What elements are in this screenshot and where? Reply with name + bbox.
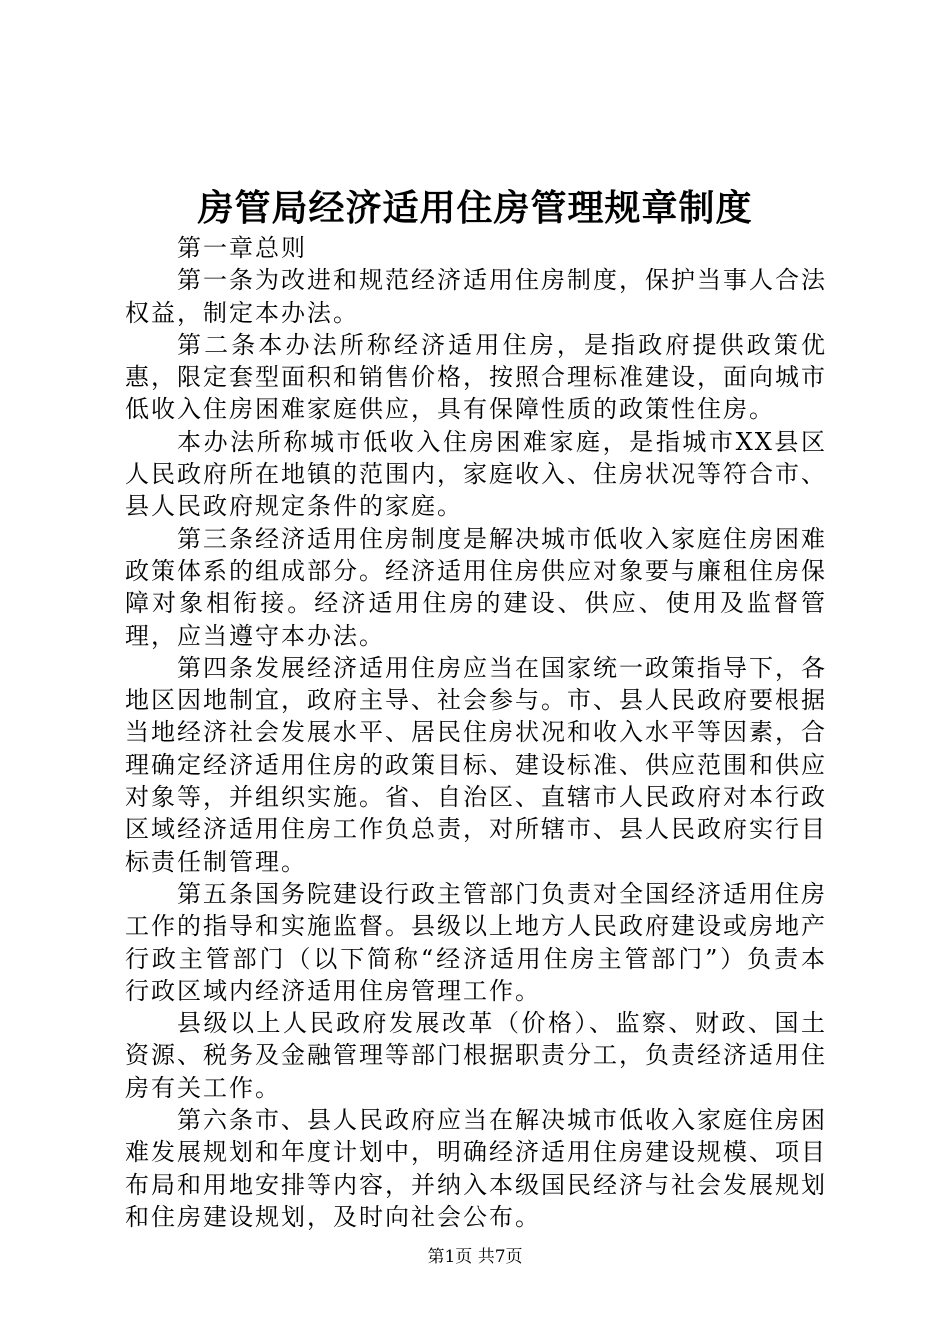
document-title: 房管局经济适用住房管理规章制度 (197, 187, 753, 229)
article-5-paragraph: 第五条国务院建设行政主管部门负责对全国经济适用住房工作的指导和实施监督。县级以上地方人民政府建设或房地产行政主管部门（以下简称“经济适用住房主管部门”）负责本行政区域内经济适用住房管理工作。 (125, 879, 827, 1005)
chapter-heading: 第一章总则 (177, 234, 307, 262)
article-1-paragraph: 第一条为改进和规范经济适用住房制度，保护当事人合法权益，制定本办法。 (125, 266, 827, 327)
article-2-paragraph: 第二条本办法所称经济适用住房，是指政府提供政策优惠，限定套型面积和销售价格，按照合理标准建设，面向城市低收入住房困难家庭供应，具有保障性质的政策性住房。 (125, 330, 827, 424)
document-body (125, 232, 827, 1233)
page-number-footer: 第1页 共7页 (427, 1247, 523, 1267)
article-4-paragraph: 第四条发展经济适用住房应当在国家统一政策指导下，各地区因地制宜，政府主导、社会参与。市、县人民政府要根据当地经济社会发展水平、居民住房状况和收入水平等因素，合理确定经济适用住房的政策目标、建设标准、供应范围和供应对象等，并组织实施。省、自治区、直辖市人民政府对本行政区域经济适用住房工作负总责，对所辖市、县人民政府实行目标责任制管理。 (125, 653, 827, 876)
article-6-paragraph: 第六条市、县人民政府应当在解决城市低收入家庭住房困难发展规划和年度计划中，明确经济适用住房建设规模、项目布局和用地安排等内容，并纳入本级国民经济与社会发展规划和住房建设规划，及时向社会公布。 (125, 1106, 827, 1231)
article-5-departments-paragraph: 县级以上人民政府发展改革（价格）、监察、财政、国土资源、税务及金融管理等部门根据职责分工，负责经济适用住房有关工作。 (125, 1009, 827, 1102)
article-2-definition-paragraph: 本办法所称城市低收入住房困难家庭，是指城市XX县区人民政府所在地镇的范围内，家庭收入、住房状况等符合市、县人民政府规定条件的家庭。 (125, 427, 827, 521)
article-3-paragraph: 第三条经济适用住房制度是解决城市低收入家庭住房困难政策体系的组成部分。经济适用住房供应对象要与廉租住房保障对象相衔接。经济适用住房的建设、供应、使用及监督管理，应当遵守本办法。 (125, 524, 827, 650)
